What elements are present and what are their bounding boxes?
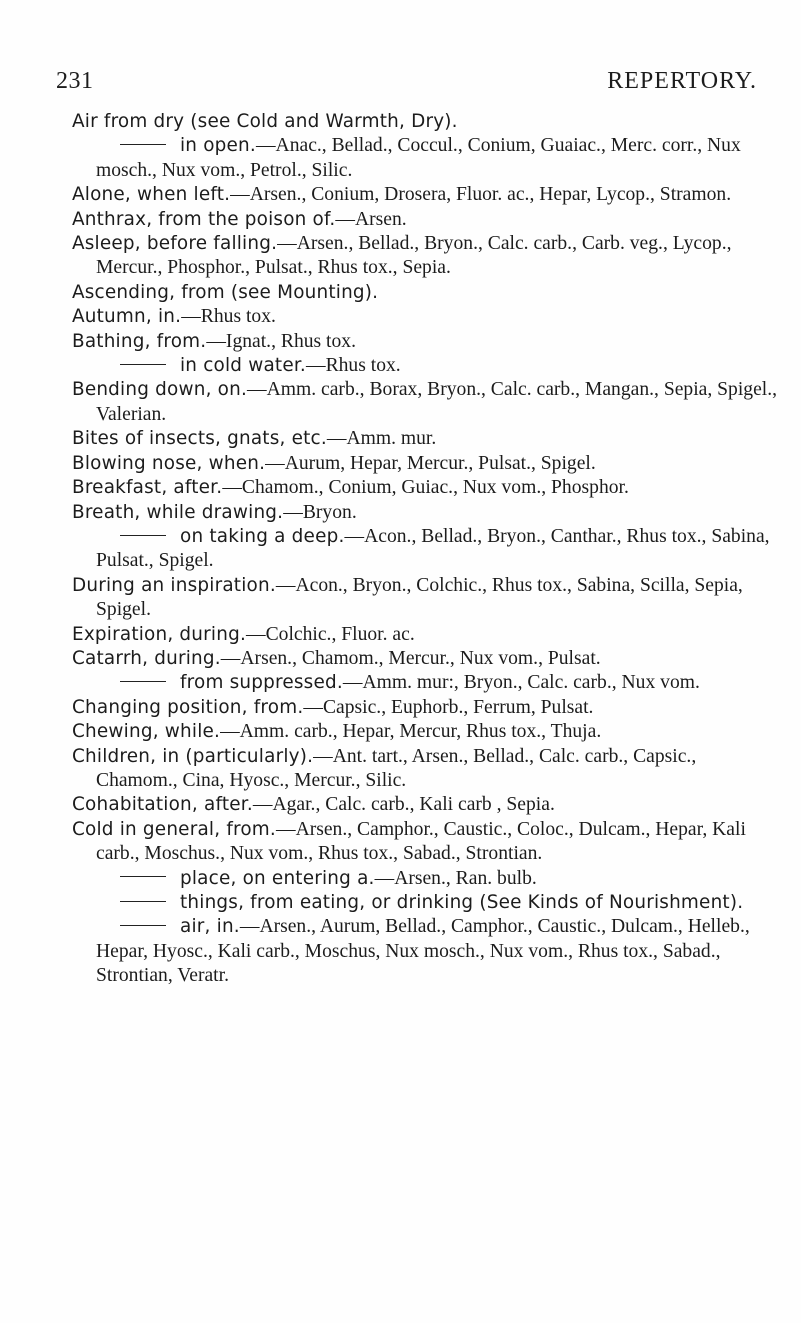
- repertory-entry: [72, 232, 778, 281]
- entry-heading: place, on entering a.: [180, 867, 375, 889]
- ditto-dash: [120, 681, 166, 682]
- entry-remedies: —Ant. tart., Arsen., Bellad., Calc. carb., Capsic., Chamom., Cina, Hyosc., Mercur., Silic.: [96, 745, 697, 791]
- entry-heading: Breath, while drawing.: [72, 501, 284, 523]
- sub-entry: [72, 134, 778, 183]
- entry-heading: Blowing nose, when.: [72, 452, 266, 474]
- repertory-entry: [72, 110, 778, 134]
- entry-remedies: —Rhus tox.: [305, 355, 401, 377]
- ditto-dash: [120, 901, 166, 902]
- ditto-dash: [120, 364, 166, 365]
- entry-heading: Cohabitation, after.: [72, 794, 253, 816]
- entry-heading: in open.: [180, 135, 256, 157]
- repertory-entry: [72, 818, 778, 867]
- entry-heading: on taking a deep.: [180, 525, 345, 547]
- repertory-entry: [72, 183, 778, 207]
- repertory-entry: [72, 281, 778, 305]
- entry-heading: Chewing, while.: [72, 721, 221, 743]
- entry-remedies: —Amm. carb., Borax, Bryon., Calc. carb., Mangan., Sepia, Spigel., Valerian.: [96, 379, 778, 425]
- entry-remedies: —Ignat., Rhus tox.: [206, 330, 356, 352]
- ditto-dash: [120, 535, 166, 536]
- entry-remedies: —Amm. mur:, Bryon., Calc. carb., Nux vom.: [342, 672, 700, 694]
- entry-remedies: —Arsen., Camphor., Caustic., Coloc., Dulcam., Hepar, Kali carb., Moschus., Nux vom., Rhus tox., Sabad., Strontian.: [96, 818, 746, 865]
- entry-remedies: —Arsen., Conium, Drosera, Fluor. ac., Hepar, Lycop., Stramon.: [230, 184, 732, 206]
- entry-heading: Cold in general, from.: [72, 818, 276, 840]
- entry-heading: Anthrax, from the poison of.: [72, 208, 336, 230]
- sub-entry: [72, 525, 778, 574]
- repertory-entry: [72, 574, 778, 623]
- entry-heading: Bites of insects, gnats, etc.: [72, 428, 327, 450]
- entry-remedies: —Aurum, Hepar, Mercur., Pulsat., Spigel.: [265, 452, 596, 474]
- entry-heading: Breakfast, after.: [72, 477, 223, 499]
- entry-remedies: —Acon., Bryon., Colchic., Rhus tox., Sabina, Scilla, Sepia, Spigel.: [96, 574, 743, 621]
- entry-heading: in cold water.: [180, 355, 306, 377]
- repertory-entry: [72, 623, 778, 647]
- repertory-entry: [72, 208, 778, 232]
- entry-remedies: —Arsen., Chamom., Mercur., Nux vom., Pulsat.: [220, 647, 601, 669]
- entry-heading: Bathing, from.: [72, 330, 207, 352]
- entry-heading: Changing position, from.: [72, 696, 304, 718]
- entry-remedies: —Amm. mur.: [326, 428, 437, 450]
- entry-heading: During an inspiration.: [72, 574, 276, 596]
- repertory-entry: [72, 476, 778, 500]
- repertory-entry: [72, 305, 778, 329]
- repertory-entries: [72, 110, 778, 989]
- ditto-dash: [120, 144, 166, 145]
- sub-entry: [72, 891, 778, 915]
- sub-entry: [72, 867, 778, 891]
- entry-heading: Air from dry (see Cold and Warmth, Dry).: [72, 111, 458, 132]
- ditto-dash: [120, 876, 166, 877]
- entry-remedies: —Arsen., Ran. bulb.: [374, 867, 537, 889]
- entry-remedies: —Acon., Bellad., Bryon., Canthar., Rhus tox., Sabina, Pulsat., Spigel.: [96, 525, 770, 572]
- entry-heading: Autumn, in.: [72, 306, 182, 328]
- repertory-entry: [72, 793, 778, 817]
- repertory-entry: [72, 452, 778, 476]
- entry-heading: Ascending, from (see Mounting).: [72, 281, 379, 303]
- repertory-entry: [72, 330, 778, 354]
- entry-heading: Children, in (particularly).: [72, 745, 314, 767]
- page-number: 231: [56, 68, 94, 94]
- ditto-dash: [120, 925, 166, 926]
- entry-remedies: —Arsen., Bellad., Bryon., Calc. carb., Carb. veg., Lycop., Mercur., Phosphor., Pulsat., Rhus tox., Sepia.: [96, 233, 732, 279]
- entry-heading: air, in.: [180, 916, 240, 938]
- repertory-entry: [72, 647, 778, 671]
- entry-heading: things, from eating, or drinking (See Kinds of Nourishment).: [180, 892, 744, 913]
- running-head: [56, 68, 757, 98]
- repertory-entry: [72, 378, 778, 427]
- sub-entry: [72, 671, 778, 695]
- entry-remedies: —Rhus tox.: [181, 306, 276, 328]
- entry-remedies: —Arsen., Aurum, Bellad., Camphor., Caustic., Dulcam., Helleb., Hepar, Hyosc., Kali carb., Moschus, Nux mosch., Nux vom., Rhus tox., Sabad., Strontian, Veratr.: [96, 916, 750, 987]
- entry-heading: Asleep, before falling.: [72, 233, 278, 255]
- entry-remedies: —Amm. carb., Hepar, Mercur, Rhus tox., Thuja.: [220, 721, 602, 743]
- repertory-entry: [72, 696, 778, 720]
- entry-remedies: —Anac., Bellad., Coccul., Conium, Guaiac., Merc. corr., Nux mosch., Nux vom., Petrol., Silic.: [96, 135, 741, 181]
- entry-remedies: —Capsic., Euphorb., Ferrum, Pulsat.: [303, 696, 594, 718]
- sub-entry: [72, 915, 778, 988]
- entry-heading: Bending down, on.: [72, 379, 248, 401]
- entry-remedies: —Agar., Calc. carb., Kali carb , Sepia.: [252, 794, 555, 816]
- section-title: REPERTORY.: [607, 68, 757, 94]
- entry-remedies: —Arsen.: [335, 208, 407, 230]
- repertory-entry: [72, 501, 778, 525]
- sub-entry: [72, 354, 778, 378]
- entry-heading: Expiration, during.: [72, 623, 247, 645]
- entry-remedies: —Bryon.: [283, 501, 357, 523]
- repertory-entry: [72, 720, 778, 744]
- entry-remedies: —Colchic., Fluor. ac.: [246, 623, 415, 645]
- repertory-entry: [72, 427, 778, 451]
- entry-heading: from suppressed.: [180, 672, 343, 694]
- repertory-entry: [72, 745, 778, 794]
- entry-heading: Catarrh, during.: [72, 647, 221, 669]
- entry-heading: Alone, when left.: [72, 184, 231, 206]
- entry-remedies: —Chamom., Conium, Guiac., Nux vom., Phosphor.: [222, 477, 629, 499]
